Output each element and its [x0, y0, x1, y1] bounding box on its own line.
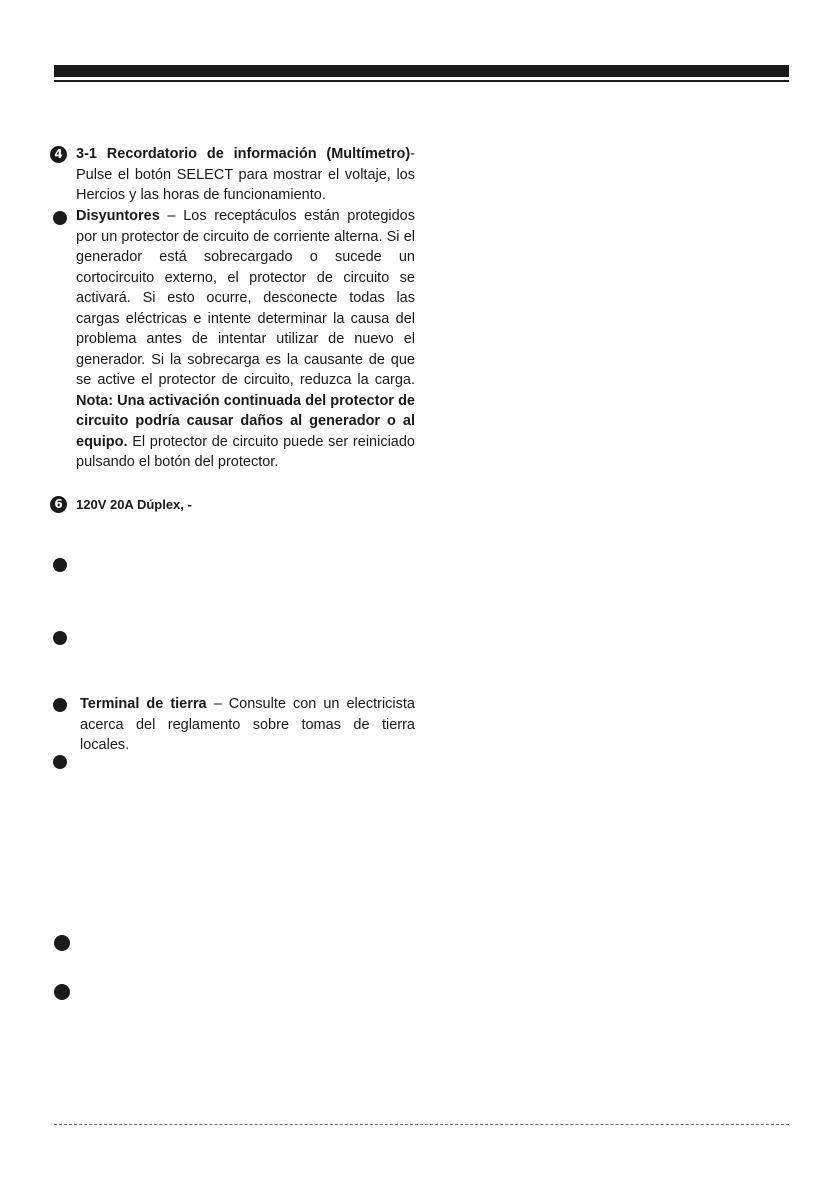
- bullet-dot-icon: [54, 984, 70, 1000]
- bullet-dot-icon: [54, 935, 70, 951]
- bullet-dot-icon: [53, 631, 67, 645]
- title-suffix: -: [410, 146, 415, 162]
- item-ground-terminal: [50, 694, 415, 756]
- item-text: [76, 495, 415, 516]
- item-text: [80, 694, 415, 756]
- bullet-dot-icon: [53, 558, 67, 572]
- footer-dashed-rule: [54, 1124, 789, 1125]
- bullet-dot-icon: [53, 211, 67, 225]
- item-body: Consulte con un electricista acerca del reglamento sobre tomas de tierra locales.: [80, 696, 415, 753]
- dash: –: [206, 696, 229, 712]
- dash: –: [159, 208, 184, 224]
- item-note-bold: Nota: Una activación continuada del protector de circuito podría causar daños al generador o al equipo.: [76, 392, 415, 450]
- bullet-dot-icon: [53, 755, 67, 769]
- item-duplex: [50, 495, 415, 516]
- item-title: Disyuntores: [76, 208, 160, 224]
- number-6-icon: 6: [50, 496, 67, 513]
- item-body: Los receptáculos están protegidos por un protector de circuito de corriente alterna. Si el generador está sobrecargado o sucede un cortocircuito externo, el protector de circuito se activará. Si esto ocurre, desconecte todas las cargas eléctricas e intente determinar la causa del problema antes de intentar utilizar de nuevo el generador. Si la sobrecarga es la causante de que se active el protector de circuito, reduzca la carga.: [76, 208, 415, 388]
- header-rule: [54, 80, 789, 82]
- item-text: [76, 144, 415, 206]
- item-circuit-breakers: [50, 206, 415, 473]
- number-4-icon: 4: [50, 146, 67, 163]
- item-note-text: El protector de circuito puede ser reiniciado pulsando el botón del protector.: [76, 433, 415, 470]
- item-body: Pulse el botón SELECT para mostrar el voltaje, los Hercios y las horas de funcionamiento.: [76, 166, 415, 203]
- item-title: Terminal de tierra: [80, 696, 207, 712]
- item-text: [76, 206, 415, 473]
- bullet-dot-icon: [53, 698, 67, 712]
- item-title: 3-1 Recordatorio de información (Multímetro): [76, 146, 411, 162]
- header-bar: [54, 65, 789, 77]
- item-multimeter-reminder: [50, 144, 415, 206]
- item-title: 120V 20A Dúplex, -: [76, 497, 192, 512]
